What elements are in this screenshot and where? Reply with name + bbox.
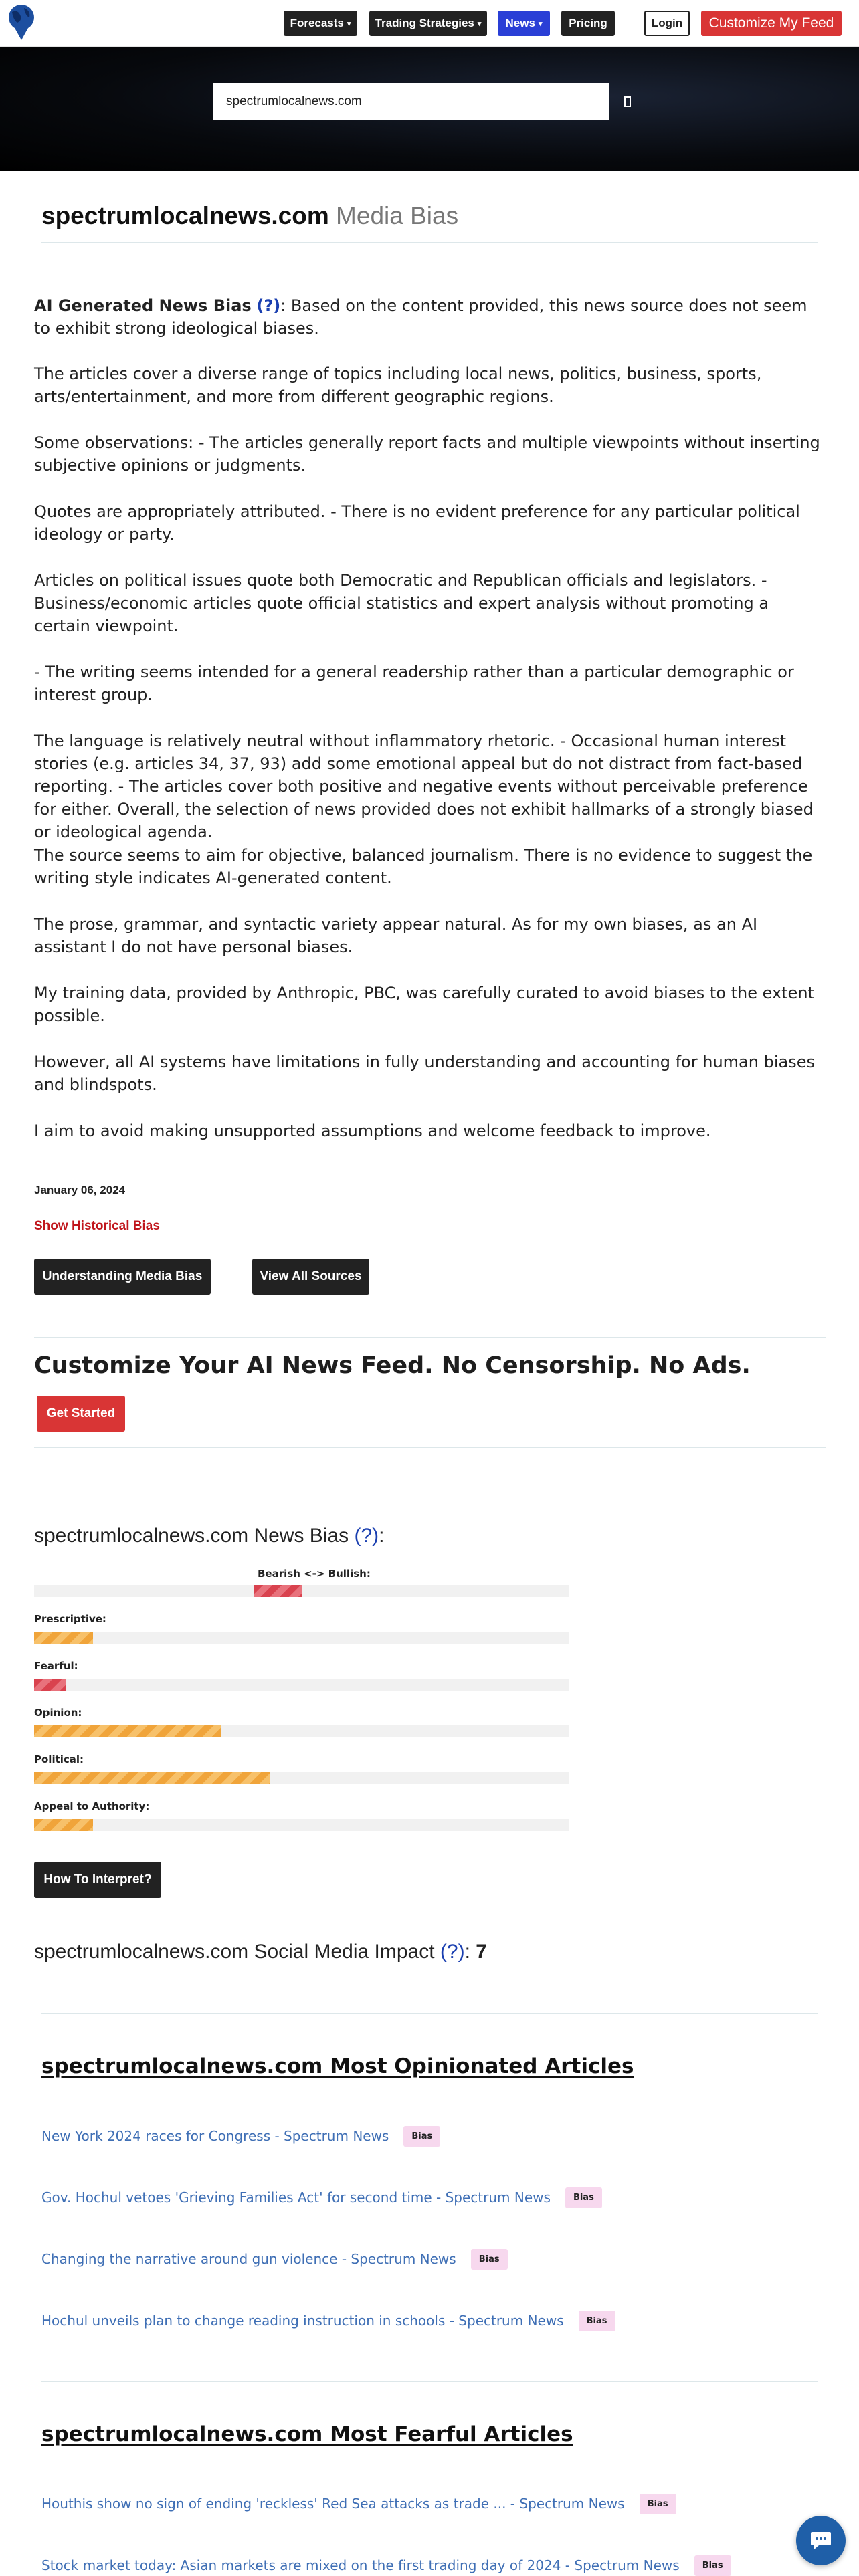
bias-bar-label: Political: <box>34 1753 84 1765</box>
search-icon <box>623 96 632 108</box>
bias-bar-label: Prescriptive: <box>34 1613 106 1625</box>
show-historical-bias-link[interactable]: Show Historical Bias <box>34 1219 160 1233</box>
bearish-bullish-fill <box>254 1585 302 1597</box>
bias-badge[interactable]: Bias <box>694 2555 731 2576</box>
bias-bar-label: Opinion: <box>34 1707 82 1719</box>
bias-bar-fill <box>34 1725 221 1737</box>
summary-paragraph: The source seems to aim for objective, balanced journalism. There is no evidence to suggest the writing style indicates AI-generated content. <box>34 846 813 887</box>
bias-bar-fill <box>34 1819 93 1831</box>
summary-paragraph: However, all AI systems have limitations in fully understanding and accounting for human biases and blindspots. <box>34 1053 815 1094</box>
get-started-button[interactable]: Get Started <box>37 1396 125 1432</box>
help-link[interactable]: (?) <box>256 296 281 315</box>
divider <box>41 2013 818 2014</box>
bias-badge[interactable]: Bias <box>471 2249 508 2270</box>
help-link[interactable]: (?) <box>354 1525 379 1547</box>
bias-bar-track <box>34 1679 569 1691</box>
article-link[interactable]: Gov. Hochul vetoes 'Grieving Families Act' for second time - Spectrum News <box>41 2189 551 2206</box>
analysis-date: January 06, 2024 <box>34 1184 126 1196</box>
opinionated-articles-heading: spectrumlocalnews.com Most Opinionated Articles <box>41 2054 634 2078</box>
article-row <box>41 2124 440 2148</box>
fearful-articles-heading: spectrumlocalnews.com Most Fearful Articles <box>41 2422 573 2446</box>
login-button[interactable]: Login <box>644 11 690 36</box>
hero-banner <box>0 47 859 171</box>
summary-paragraph: My training data, provided by Anthropic, PBC, was carefully curated to avoid biases to the extent possible. <box>34 984 814 1025</box>
top-nav <box>0 0 859 47</box>
summary-paragraph: - The writing seems intended for a general readership rather than a particular demographic or interest group. <box>34 663 794 704</box>
social-impact-heading: spectrumlocalnews.com Social Media Impact (?): 7 <box>34 1941 487 1963</box>
summary-paragraph: The language is relatively neutral without inflammatory rhetoric. - Occasional human interest stories (e.g. articles 34, 37, 93) add some emotional appeal but do not distract from fact-based reporting. - The articles cover both positive and negative events without perceivable preference for either. Overall, the selection of news provided does not exhibit hallmarks of a strongly biased or ideological agenda. <box>34 732 814 841</box>
caret-down-icon: ▾ <box>347 19 351 28</box>
summary-paragraph: The prose, grammar, and syntactic variety appear natural. As for my own biases, as an AI assistant I do not have personal biases. <box>34 915 758 956</box>
divider <box>41 242 818 243</box>
summary-paragraph: Some observations: - The articles generally report facts and multiple viewpoints without inserting subjective opinions or judgments. <box>34 433 820 475</box>
summary-paragraph: AI Generated News Bias (?): Based on the content provided, this news source does not seem to exhibit strong ideological biases. <box>34 296 807 338</box>
article-row <box>41 2309 615 2333</box>
view-all-sources-button[interactable]: View All Sources <box>252 1259 369 1295</box>
bias-bar-fill <box>34 1632 93 1644</box>
bias-badge[interactable]: Bias <box>640 2494 676 2514</box>
article-row <box>41 2553 731 2576</box>
summary-paragraph: Quotes are appropriately attributed. - There is no evident preference for any particular political ideology or party. <box>34 502 800 544</box>
bearish-bullish-label: Bearish <-> Bullish: <box>258 1568 371 1580</box>
cta-heading: Customize Your AI News Feed. No Censorship. No Ads. <box>34 1352 751 1379</box>
bias-bar-label: Appeal to Authority: <box>34 1800 150 1812</box>
nav-news[interactable]: News ▾ <box>498 11 550 36</box>
how-to-interpret-button[interactable]: How To Interpret? <box>34 1862 161 1898</box>
nav-pricing[interactable]: Pricing <box>561 11 615 36</box>
summary-paragraph: The articles cover a diverse range of topics including local news, politics, business, sports, arts/entertainment, and more from different geographic regions. <box>34 364 762 406</box>
chat-bubble-icon <box>809 2531 832 2551</box>
caret-down-icon: ▾ <box>477 19 482 28</box>
bias-badge[interactable]: Bias <box>579 2311 615 2331</box>
bias-bar-fill <box>34 1772 270 1784</box>
article-row <box>41 2247 508 2271</box>
bias-bar-label: Fearful: <box>34 1660 78 1672</box>
news-bias-heading: spectrumlocalnews.com News Bias (?): <box>34 1525 385 1547</box>
summary-paragraph: I aim to avoid making unsupported assumptions and welcome feedback to improve. <box>34 1121 711 1140</box>
bearish-bullish-track <box>34 1585 569 1597</box>
bias-bar-track <box>34 1725 569 1737</box>
article-link[interactable]: New York 2024 races for Congress - Spectrum News <box>41 2128 389 2144</box>
article-link[interactable]: Hochul unveils plan to change reading instruction in schools - Spectrum News <box>41 2313 564 2329</box>
article-row <box>41 2492 676 2516</box>
search-input[interactable]: spectrumlocalnews.com <box>213 83 609 120</box>
summary-paragraph: Articles on political issues quote both Democratic and Republican officials and legislators. - Business/economic articles quote official statistics and expert analysis without promoting a certain viewpoint. <box>34 571 769 635</box>
globe-balloon-logo-icon[interactable] <box>5 3 39 43</box>
article-link[interactable]: Stock market today: Asian markets are mixed on the first trading day of 2024 - Spectrum News <box>41 2557 680 2573</box>
bias-bar-track <box>34 1632 569 1644</box>
nav-forecasts[interactable]: Forecasts ▾ <box>284 11 357 36</box>
bias-bar-track <box>34 1819 569 1831</box>
understanding-media-bias-button[interactable]: Understanding Media Bias <box>34 1259 211 1295</box>
chat-button[interactable] <box>796 2516 846 2565</box>
bias-badge[interactable]: Bias <box>565 2187 602 2208</box>
divider <box>34 1447 826 1448</box>
article-link[interactable]: Houthis show no sign of ending 'reckless' Red Sea attacks as trade ... - Spectrum News <box>41 2496 625 2512</box>
bias-bar-track <box>34 1772 569 1784</box>
caret-down-icon: ▾ <box>538 19 543 28</box>
article-link[interactable]: Changing the narrative around gun violence - Spectrum News <box>41 2251 456 2267</box>
page-title: spectrumlocalnews.com Media Bias <box>41 202 459 229</box>
divider <box>34 1337 826 1338</box>
article-row <box>41 2185 602 2210</box>
help-link[interactable]: (?) <box>440 1941 465 1963</box>
bias-bar-fill <box>34 1679 66 1691</box>
nav-trading-strategies[interactable]: Trading Strategies ▾ <box>369 11 487 36</box>
divider <box>41 2381 818 2382</box>
customize-feed-button[interactable]: Customize My Feed <box>701 11 842 36</box>
bias-badge[interactable]: Bias <box>403 2126 440 2147</box>
search-button[interactable] <box>609 83 646 120</box>
